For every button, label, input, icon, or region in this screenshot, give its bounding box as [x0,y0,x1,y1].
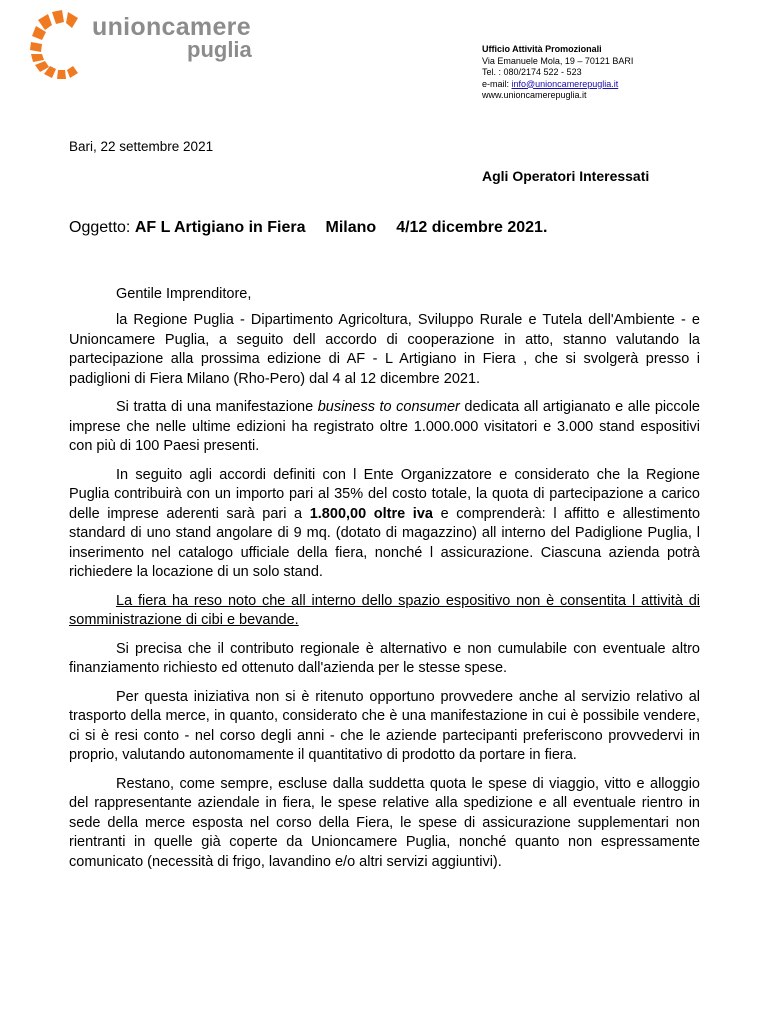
letter-recipient: Agli Operatori Interessati [482,168,650,184]
letter-date: Bari, 22 settembre 2021 [69,139,214,154]
paragraph-2 [69,398,700,457]
office-address: Via Emanuele Mola, 19 – 70121 BARI [482,55,634,66]
paragraph-3-end: e comprenderà: l affitto e allestimento standard di uno stand angolare di 9 mq. (dotato di magazzino) all interno del Padiglione Puglia, l inserimento nel catalogo ufficiale della fiera, nonché l assicurazione. Ciascuna azienda potrà richiedere la locazione di un solo stand. [69,505,701,580]
office-title: Ufficio Attività Promozionali [482,44,602,54]
paragraph-6: Per questa iniziativa non si è ritenuto opportuno provvedere anche al servizio relativo al trasporto della merce, in quanto, considerato che è una manifestazione in cui è possibile vendere, ci si è resi conto - nel corso degli anni - che le aziende partecipanti preferiscono provvedervi in proprio, valutando autonomamente il quantitativo di prodotto da portare in fiera. [69,688,700,763]
paragraph-5: Si precisa che il contributo regionale è alternativo e non cumulabile con eventuale altro finanziamento richiesto ed ottenuto dall'azienda per le stesse spese. [69,640,700,676]
letter-body [69,311,700,881]
subject-dates: 4/12 dicembre 2021. [396,219,548,236]
email-label: e-mail: [482,78,512,89]
letter-greeting: Gentile Imprenditore, [116,286,252,302]
paragraph-3 [69,466,700,583]
office-phone: Tel. : 080/2174 522 - 523 [482,67,582,77]
office-website: www.unioncamerepuglia.it [482,90,587,100]
letter-subject [69,219,547,237]
notice-underlined: La fiera ha reso noto che all interno dello spazio espositivo non è consentita l attività di somministrazione di cibi e bevande. [69,592,700,628]
subject-event: AF L Artigiano in Fiera [134,219,306,236]
participation-fee: 1.800,00 oltre iva [309,505,433,522]
logo-text-unioncamere: unioncamere [92,13,251,41]
logo-text-puglia: puglia [187,37,252,62]
subject-city: Milano [325,219,377,236]
paragraph-2-start: Si tratta di una manifestazione [116,399,318,415]
logo-sun-icon [30,10,92,80]
paragraph-2-emphasis: business to consumer [317,399,460,415]
subject-label: Oggetto: [69,219,135,236]
paragraph-3-start: In seguito agli accordi definiti con l Ente Organizzatore e considerato che la Regione Puglia contribuirà con un importo pari al 35% del costo totale, la quota di partecipazione a carico delle imprese aderenti sarà pari a [69,466,700,522]
unioncamere-logo [30,10,270,82]
office-contact-block [482,44,633,102]
paragraph-2-end: dedicata all artigianato e alle piccole imprese che nelle ultime edizioni ha registrato oltre 1.000.000 visitatori e 3.000 stand espositivi con più di 100 Paesi presenti. [69,399,701,454]
paragraph-4-notice [69,592,700,631]
paragraph-1: la Regione Puglia - Dipartimento Agricoltura, Sviluppo Rurale e Tutela dell'Ambiente - e Unioncamere Puglia, a seguito dell accordo di cooperazione in atto, stanno valutando la partecipazione alla prossima edizione di AF - L Artigiano in Fiera , che si svolgerà presso i padiglioni di Fiera Milano (Rho-Pero) dal 4 al 12 dicembre 2021. [69,312,700,387]
email-link[interactable]: info@unioncamerepuglia.it [511,78,619,89]
paragraph-7: Restano, come sempre, escluse dalla suddetta quota le spese di viaggio, vitto e alloggio del rappresentante aziendale in fiera, le spese relative alla spedizione e all eventuale rientro in sede della merce esposta nel corso della Fiera, le spese di assicurazione supplementari non rientranti in quelle già coperte da Unioncamere Puglia, nonché quanto non espressamente comunicato (necessità di frigo, lavandino e/o altri servizi aggiuntivi). [69,775,700,870]
office-email-line [482,79,633,91]
